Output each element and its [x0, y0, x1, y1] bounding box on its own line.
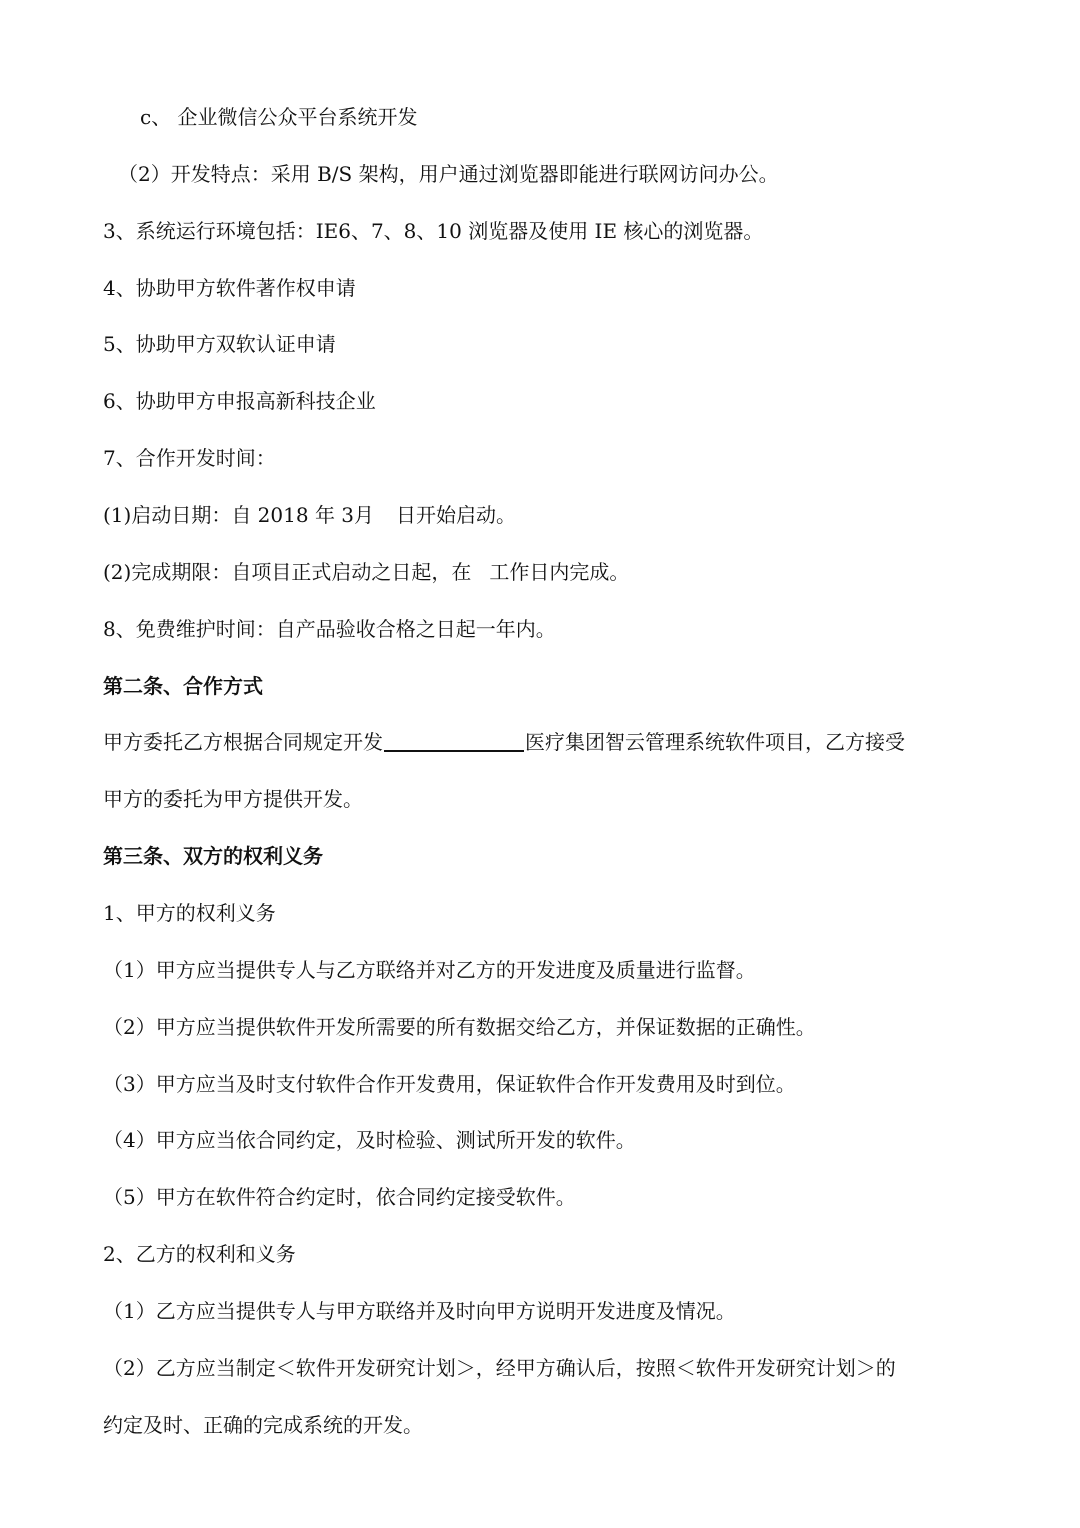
deadline-text: (2)完成期限：自项目正式启动之日起，在	[103, 560, 472, 584]
article-2-heading: 第二条、合作方式	[103, 674, 263, 698]
item-3-runtime-env: 3、系统运行环境包括：IE6、7、8、10 浏览器及使用 IE 核心的浏览器。	[103, 219, 764, 243]
party-a-item-4: （4）甲方应当依合同约定，及时检验、测试所开发的软件。	[103, 1128, 636, 1152]
item-6-high-tech: 6、协助甲方申报高新科技企业	[103, 389, 376, 413]
item-8-maintenance: 8、免费维护时间：自产品验收合格之日起一年内。	[103, 617, 556, 641]
item-5-dual-software: 5、协助甲方双软认证申请	[103, 332, 336, 356]
party-b-item-2: （2）乙方应当制定＜软件开发研究计划＞，经甲方确认后，按照＜软件开发研究计划＞的	[103, 1356, 896, 1380]
party-a-item-3: （3）甲方应当及时支付软件合作开发费用，保证软件合作开发费用及时到位。	[103, 1072, 796, 1096]
item-7-dev-time: 7、合作开发时间：	[103, 446, 276, 470]
article-3-heading: 第三条、双方的权利义务	[103, 844, 323, 868]
item-7-1-start-date	[103, 500, 980, 530]
item-7-2-deadline	[103, 557, 980, 587]
article-2-para-line2: 甲方的委托为甲方提供开发。	[103, 787, 363, 811]
dev-features: （2）开发特点：采用 B/S 架构，用户通过浏览器即能进行联网访问办公。	[118, 162, 779, 186]
item-c-wechat-platform: c、 企业微信公众平台系统开发	[140, 105, 418, 129]
party-a-title: 1、甲方的权利义务	[103, 901, 276, 925]
party-b-title: 2、乙方的权利和义务	[103, 1242, 296, 1266]
article-2-para-after: 医疗集团智云管理系统软件项目，乙方接受	[525, 730, 905, 754]
start-date-text: (1)启动日期：自 2018 年 3月	[103, 503, 375, 527]
party-b-item-1: （1）乙方应当提供专人与甲方联络并及时向甲方说明开发进度及情况。	[103, 1299, 736, 1323]
article-2-para-before: 甲方委托乙方根据合同规定开发	[103, 730, 383, 754]
party-a-item-2: （2）甲方应当提供软件开发所需要的所有数据交给乙方，并保证数据的正确性。	[103, 1015, 816, 1039]
deadline-suffix: 工作日内完成。	[489, 560, 630, 584]
item-4-copyright: 4、协助甲方软件著作权申请	[103, 276, 356, 300]
project-name-blank	[384, 730, 524, 752]
party-b-item-2-line2: 约定及时、正确的完成系统的开发。	[103, 1413, 423, 1437]
party-a-item-1: （1）甲方应当提供专人与乙方联络并对乙方的开发进度及质量进行监督。	[103, 958, 756, 982]
start-date-suffix: 日开始启动。	[396, 503, 517, 527]
article-2-para-line1	[103, 727, 980, 757]
party-a-item-5: （5）甲方在软件符合约定时，依合同约定接受软件。	[103, 1185, 576, 1209]
